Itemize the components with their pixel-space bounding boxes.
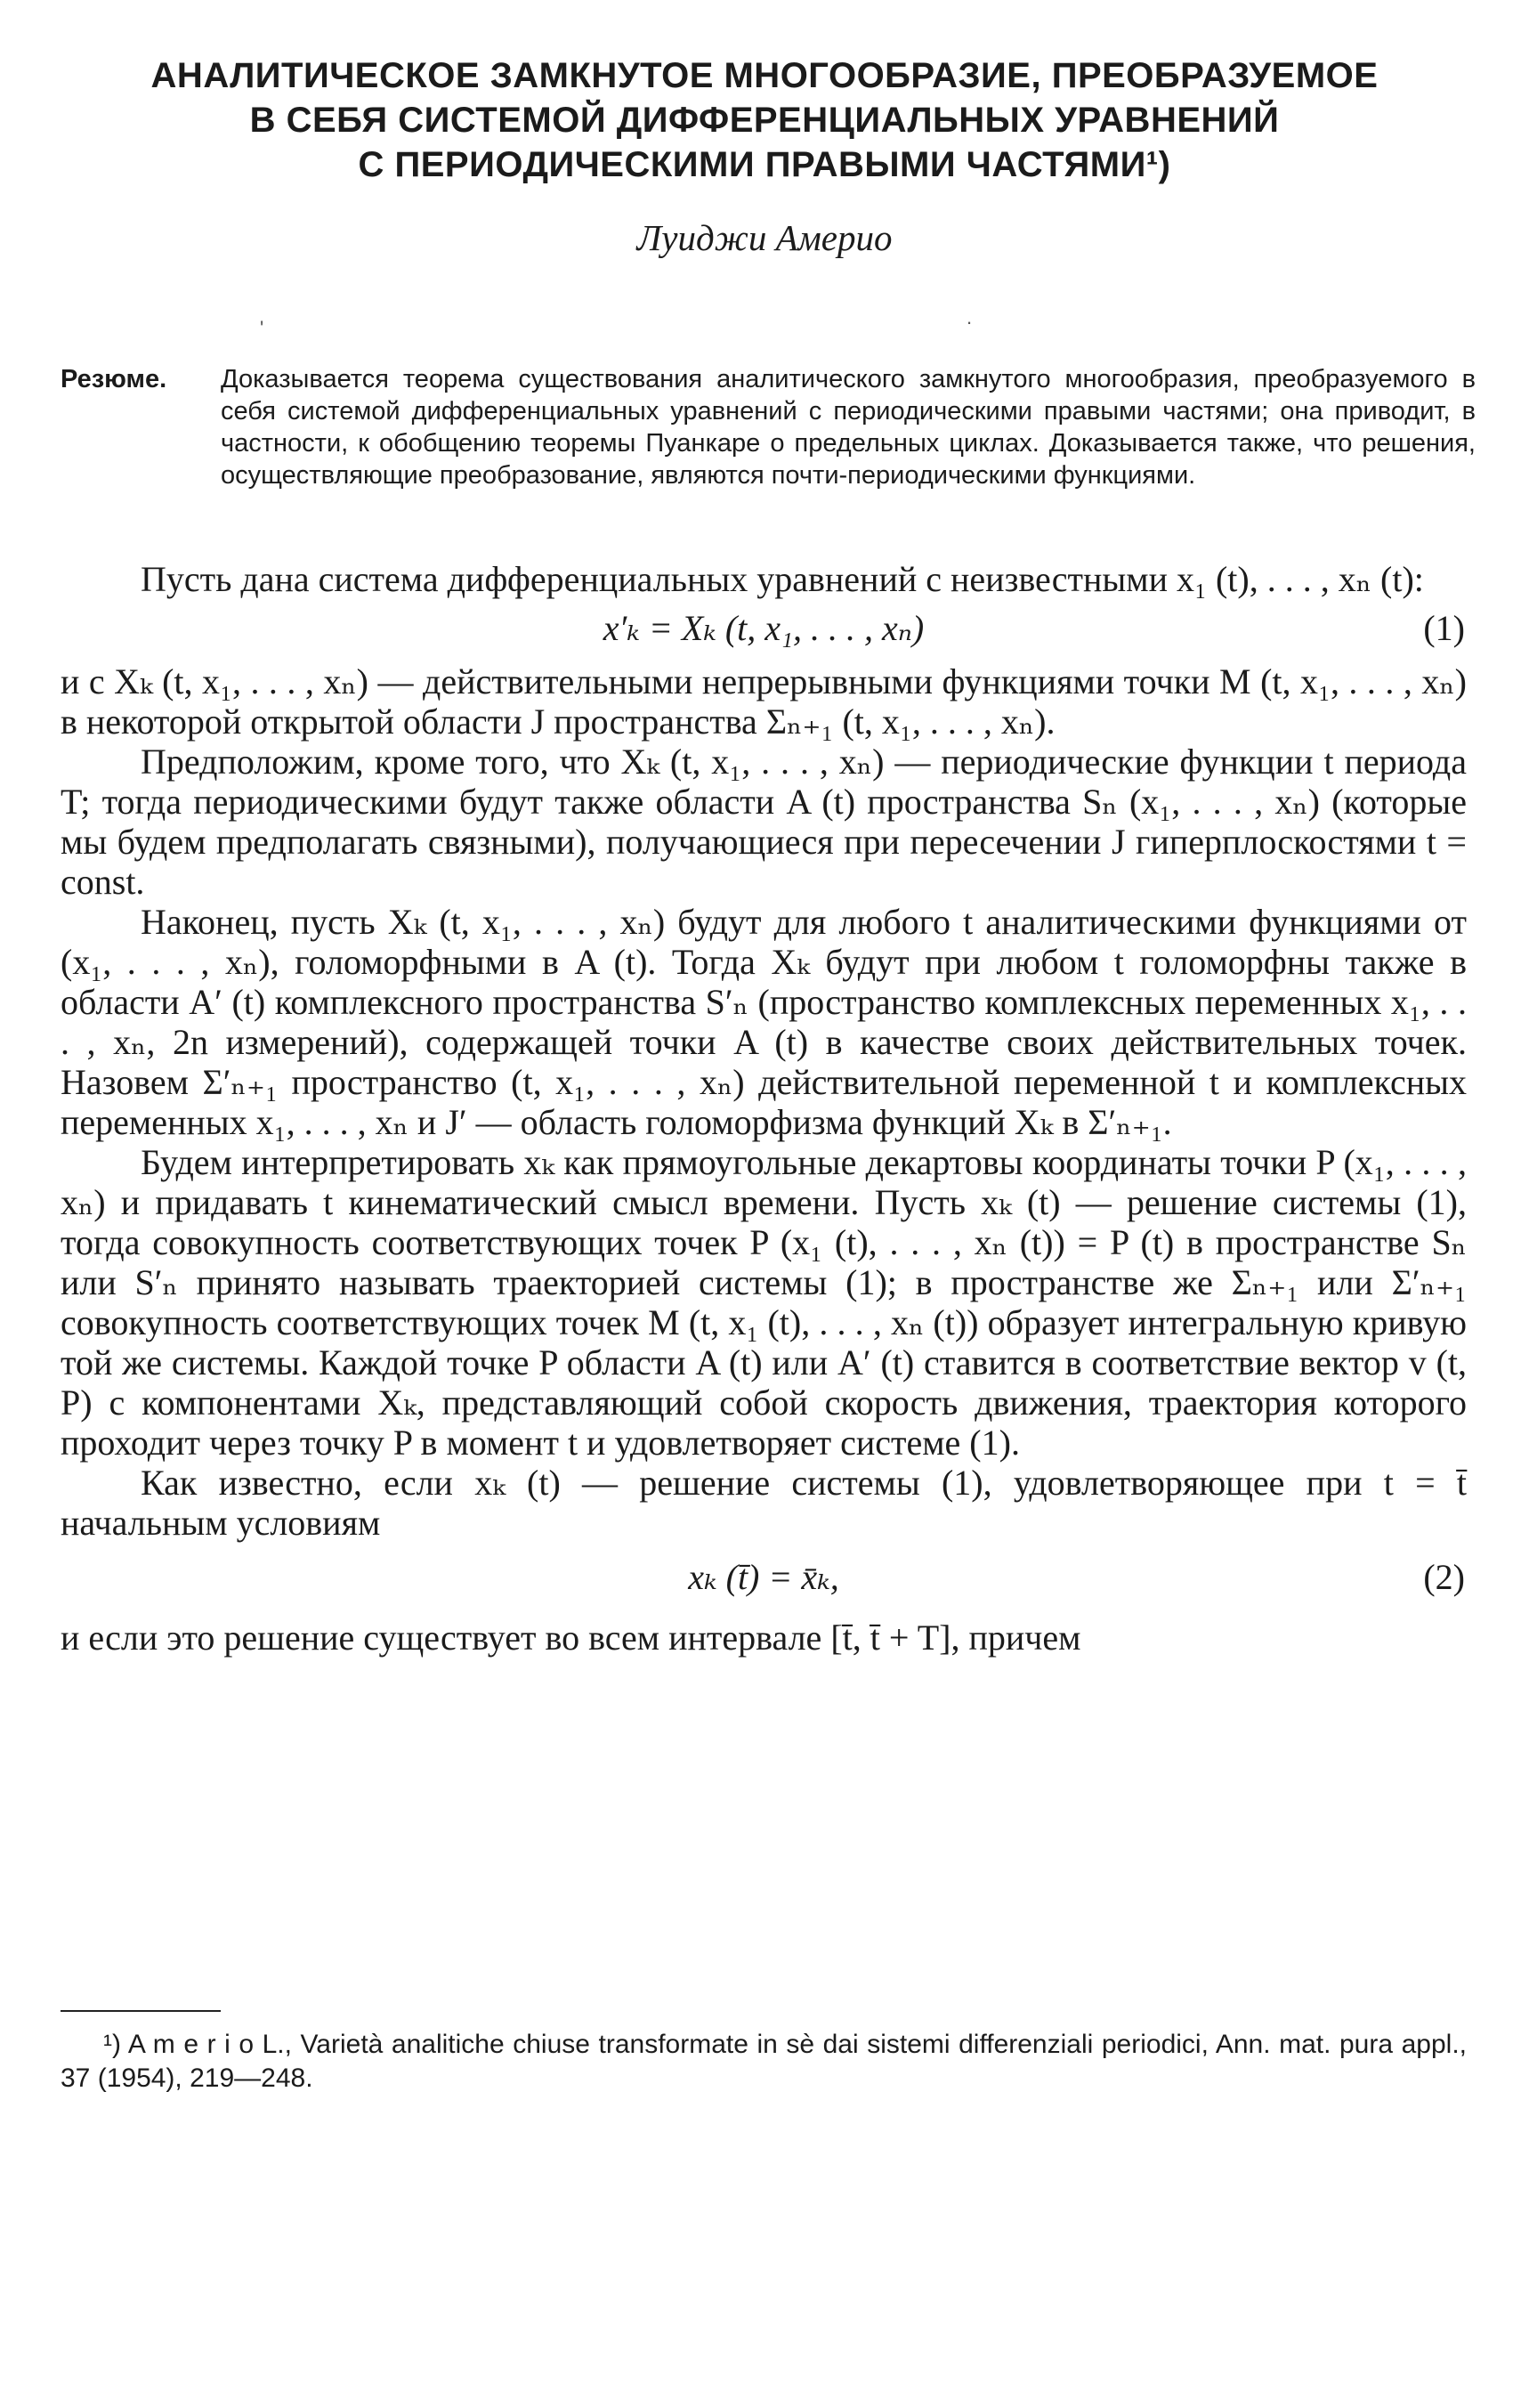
equation-1-number: (1) [1423,608,1465,648]
paragraph-1: Пусть дана система дифференциальных уравнений с неизвестными x₁ (t), . . . , xₙ (t): [141,559,1424,599]
paragraph-2: и с Xₖ (t, x₁, . . . , xₙ) — действительными непрерывными функциями точки M (t, x₁, . . . , xₙ) в некоторой открытой области J пространства Σₙ₊₁ (t, x₁, . . . , xₙ). [61,661,1467,742]
title-line-1: АНАЛИТИЧЕСКОЕ ЗАМКНУТОЕ МНОГООБРАЗИЕ, ПРЕОБРАЗУЕМОЕ [150,56,1379,95]
abstract-text: Доказывается теорема существования аналитического замкнутого многообразия, преобразуемого в себя системой дифференциальных уравнений с периодическими правыми частями; она приводит, в частности, к обобщению теоремы Пуанкаре о предельных циклах. Доказывается также, что решения, осуществляющие преобразование, являются почти-периодическими функциями. [221,365,1476,490]
abstract-label: Резюме. [61,365,167,393]
title-line-2: В СЕБЯ СИСТЕМОЙ ДИФФЕРЕНЦИАЛЬНЫХ УРАВНЕНИЙ [249,101,1280,140]
paragraph-4: Наконец, пусть Xₖ (t, x₁, . . . , xₙ) будут для любого t аналитическими функциями от (x₁, . . . , xₙ), голоморфными в A (t). Тогда Xₖ будут при любом t голоморфны также в области A′ (t) комплексного пространства S′ₙ (пространство комплексных переменных x₁, . . . , xₙ, 2n измерений), содержащей точки A (t) в качестве своих действительных точек. Назовем Σ′ₙ₊₁ пространство (t, x₁, . . . , xₙ) действительной переменной t и комплексных переменных x₁, . . . , xₙ и J′ — область голоморфизма функций Xₖ в Σ′ₙ₊₁. [61,902,1467,1142]
stray-dot: . [967,306,973,328]
footnote-rule [61,2010,221,2012]
equation-2 [61,1555,1467,1605]
footnote: ¹) A m e r i o L., Varietà analitiche chiuse transformate in sè dai sistemi differenziali periodici, Ann. mat. pura appl., 37 (1954), 219—248. [61,2030,1467,2093]
paragraph-5: Будем интерпретировать xₖ как прямоугольные декартовы координаты точки P (x₁, . . . , xₙ) и придавать t кинематический смысл времени. Пусть xₖ (t) — решение системы (1), тогда совокупность соответствующих точек P (x₁ (t), . . . , xₙ (t)) = P (t) в пространстве Sₙ или S′ₙ принято называть траекторией системы (1); в пространстве же Σₙ₊₁ или Σ′ₙ₊₁ совокупность соответствующих точек M (t, x₁ (t), . . . , xₙ (t)) образует интегральную кривую той же системы. Каждой точке P области A (t) или A′ (t) ставится в соответствие вектор v (t, P) с компонентами Xₖ, представляющий собой скорость движения, траектория которого проходит через точку P в момент t и удовлетворяет системе (1). [61,1142,1467,1463]
equation-2-expression: xₖ (t̄) = x̄ₖ, [688,1557,839,1597]
article-body [61,559,1467,1658]
title-line-3: С ПЕРИОДИЧЕСКИМИ ПРАВЫМИ ЧАСТЯМИ¹) [358,145,1171,184]
abstract [61,363,1476,491]
paragraph-6: Как известно, если xₖ (t) — решение системы (1), удовлетворяющее при t = t̄ начальным условиям [61,1463,1467,1543]
author-name: Луиджи Америо [636,217,893,258]
equation-1 [61,606,1467,656]
paragraph-3: Предположим, кроме того, что Xₖ (t, x₁, . . . , xₙ) — периодические функции t периода T; тогда периодическими будут также области A (t) пространства Sₙ (x₁, . . . , xₙ) (которые мы будем предполагать связными), получающиеся при пересечении J гиперплоскостями t = const. [61,742,1467,902]
article-title [62,53,1467,187]
equation-1-expression: x′ₖ = Xₖ (t, x₁, . . . , xₙ) [603,608,925,648]
equation-2-number: (2) [1423,1557,1465,1597]
stray-mark: ' [260,317,264,339]
paragraph-7: и если это решение существует во всем интервале [t̄, t̄ + T], причем [61,1617,1081,1658]
